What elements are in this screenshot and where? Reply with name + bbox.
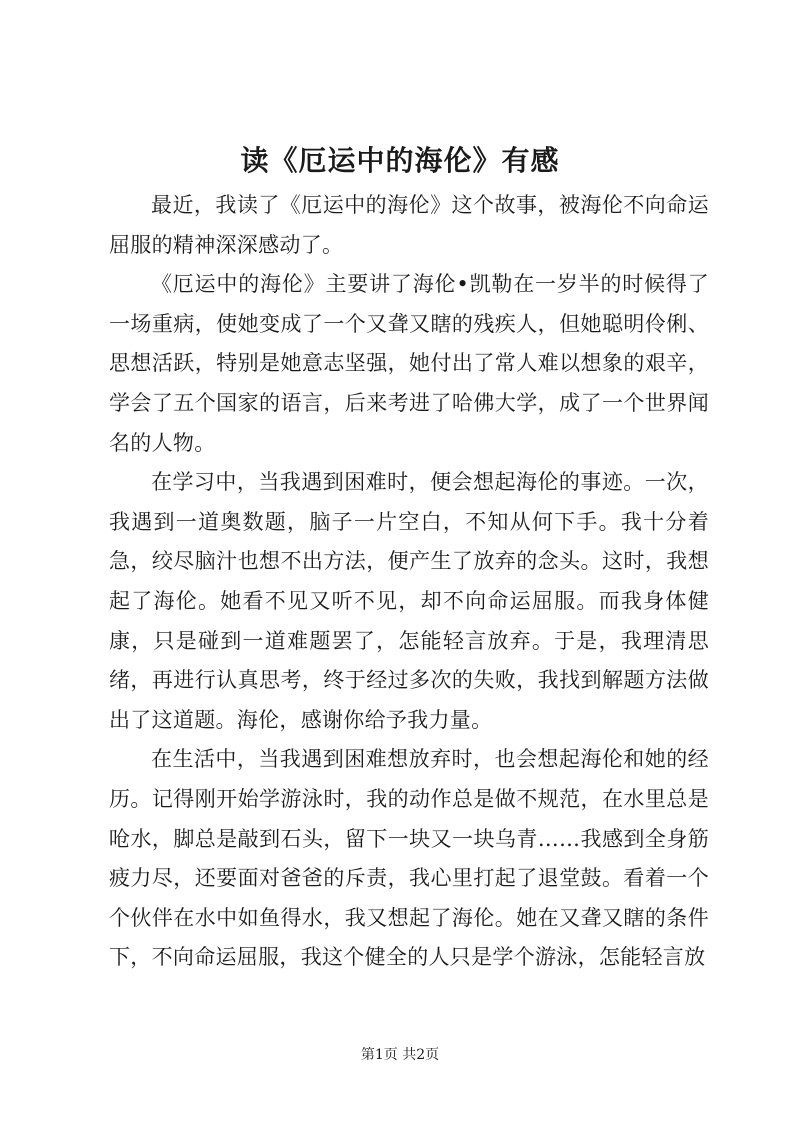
- document-title: 读《厄运中的海伦》有感: [240, 144, 560, 177]
- paragraph: 《厄运中的海伦》主要讲了海伦•凯勒在一岁半的时候得了一场重病，使她变成了一个又聋又瞎的残疾人，但她聪明伶俐、思想活跃，特别是她意志坚强，她付出了常人难以想象的艰辛，学会了五个国家的语言，后来考进了哈佛大学，成了一个世界闻名的人物。: [109, 272, 709, 455]
- paragraph: 在生活中，当我遇到困难想放弃时，也会想起海伦和她的经历。记得刚开始学游泳时，我的动作总是做不规范，在水里总是呛水，脚总是敲到石头，留下一块又一块乌青……我感到全身筋疲力尽，还要面对爸爸的斥责，我心里打起了退堂鼓。看着一个个伙伴在水中如鱼得水，我又想起了海伦。她在又聋又瞎的条件下，不向命运屈服，我这个健全的人只是学个游泳，怎能轻言放: [109, 747, 709, 970]
- page-footer: 第1页 共2页: [360, 1047, 440, 1063]
- paragraph: 在学习中，当我遇到困难时，便会想起海伦的事迹。一次，我遇到一道奥数题，脑子一片空白，不知从何下手。我十分着急，绞尽脑汁也想不出方法，便产生了放弃的念头。这时，我想起了海伦。她看不见又听不见，却不向命运屈服。而我身体健康，只是碰到一道难题罢了，怎能轻言放弃。于是，我理清思绪，再进行认真思考，终于经过多次的失败，我找到解题方法做出了这道题。海伦，感谢你给予我力量。: [109, 470, 709, 732]
- paragraph: 最近，我读了《厄运中的海伦》这个故事，被海伦不向命运屈服的精神深深感动了。: [109, 193, 709, 257]
- document-body: [109, 186, 709, 978]
